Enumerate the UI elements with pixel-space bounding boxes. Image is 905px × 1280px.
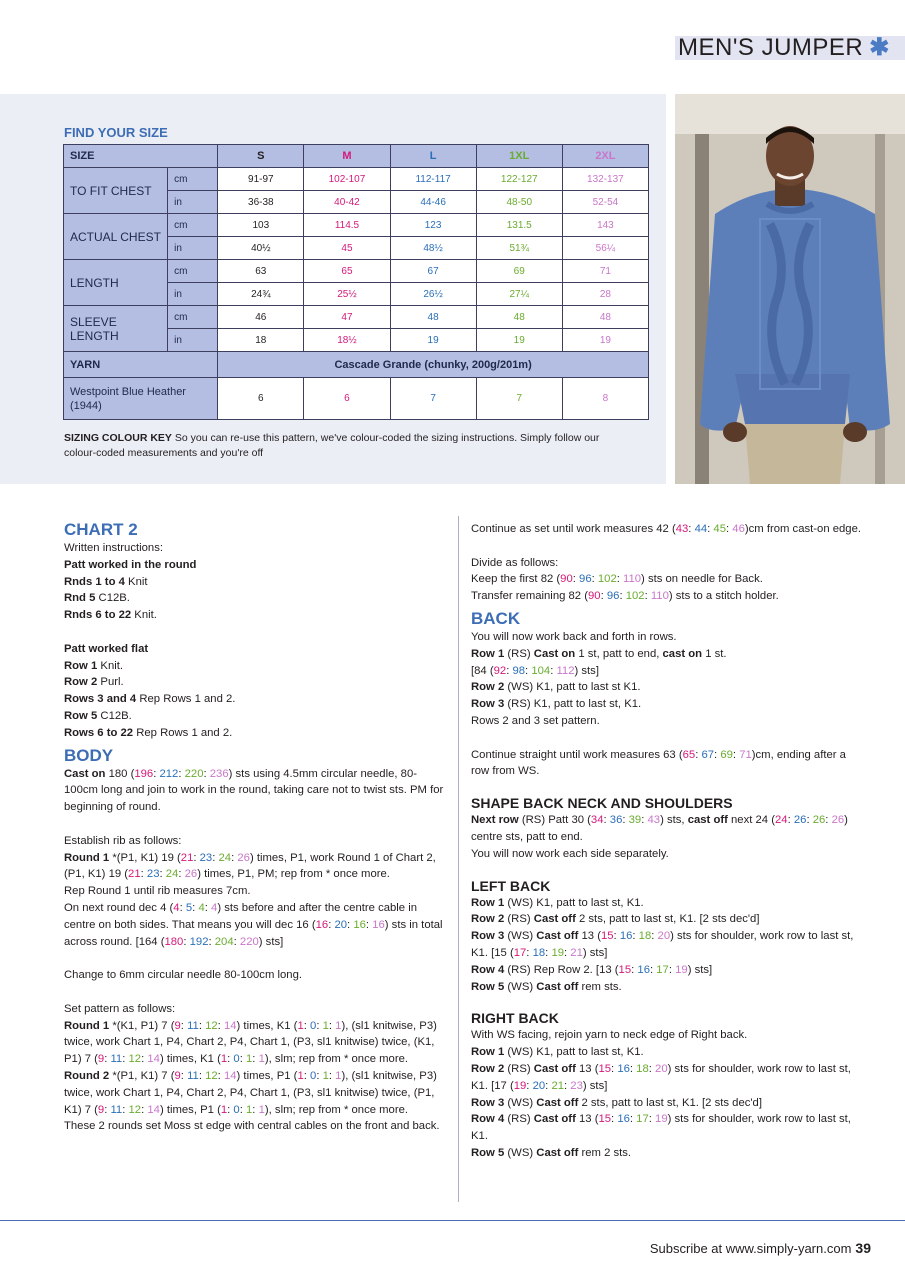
yarn-colour-label: Westpoint Blue Heather (1944)	[64, 378, 218, 420]
right-back-title: RIGHT BACK	[471, 1010, 559, 1027]
yarn-header: YARN	[64, 352, 218, 378]
size-l-header: L	[390, 145, 476, 168]
keep-line: Keep the first 82 (90: 96: 102: 110) sts on needle for Back.	[471, 573, 763, 586]
lb-row4: Row 4 (RS) Rep Row 2. [13 (15: 16: 17: 19) sts]	[471, 963, 713, 976]
table-cell: 6	[304, 378, 390, 420]
table-cell: 25½	[304, 283, 390, 306]
table-cell: 6	[218, 378, 304, 420]
back-intro: You will now work back and forth in rows.	[471, 630, 677, 643]
rb-row2: Row 2 (RS) Cast off 13 (15: 16: 18: 20) sts for shoulder, work row to last st, K1. [17 (19: 20: 21: 23) sts]	[471, 1062, 851, 1092]
list-item: Row 1 Knit.	[64, 659, 124, 672]
list-item: Rnds 1 to 4 Knit	[64, 575, 148, 588]
rb-row5: Row 5 (WS) Cast off rem 2 sts.	[471, 1146, 632, 1159]
table-row	[64, 145, 649, 168]
table-cell: 48½	[390, 237, 476, 260]
table-row	[64, 168, 649, 191]
table-cell: 36-38	[218, 191, 304, 214]
table-cell: 26½	[390, 283, 476, 306]
cast-on-para: Cast on 180 (196: 212: 220: 236) sts using 4.5mm circular needle, 80-100cm long and join to work in the round, taking care not to twist sts. PM for beginning of round.	[64, 767, 444, 814]
table-cell: 24¾	[218, 283, 304, 306]
table-cell: 40-42	[304, 191, 390, 214]
table-cell: 71	[562, 260, 648, 283]
table-row	[64, 214, 649, 237]
table-cell: 19	[390, 329, 476, 352]
sizing-colour-key	[64, 431, 624, 461]
size-2xl-header: 2XL	[562, 145, 648, 168]
row-label: SLEEVE LENGTH	[64, 306, 168, 352]
unit-cm: cm	[168, 306, 218, 329]
table-row	[64, 378, 649, 420]
row-label: ACTUAL CHEST	[64, 214, 168, 260]
table-cell: 8	[562, 378, 648, 420]
table-cell: 27¼	[476, 283, 562, 306]
row-label: LENGTH	[64, 260, 168, 306]
table-row	[64, 352, 649, 378]
table-cell: 131.5	[476, 214, 562, 237]
back-title: BACK	[471, 608, 521, 628]
right-column	[471, 521, 861, 1162]
table-cell: 19	[476, 329, 562, 352]
back-row1: Row 1 (RS) Cast on 1 st, patt to end, cast on 1 st.	[471, 647, 727, 660]
chart2-title: CHART 2	[64, 520, 138, 539]
table-cell: 69	[476, 260, 562, 283]
chart2-intro: Written instructions:	[64, 542, 163, 554]
table-cell: 40½	[218, 237, 304, 260]
table-cell: 28	[562, 283, 648, 306]
dec-para: On next round dec 4 (4: 5: 4: 4) sts before and after the centre cable in centre on both sides. That means you will dec 16 (16: 20: 16: 16) sts in total across round. [164 (180: 192: 204: 220) sts]	[64, 901, 443, 948]
unit-cm: cm	[168, 168, 218, 191]
table-cell: 7	[390, 378, 476, 420]
row-label: TO FIT CHEST	[64, 168, 168, 214]
pattern-round2: Round 2 *(P1, K1) 7 (9: 11: 12: 14) times, P1 (1: 0: 1: 1), (sl1 knitwise, P3) twice, work Chart 1, P4, Chart 2, P4, Chart 1, (P3, sl1 knitwise) twice, (P1, K1) 7 (9: 11: 12: 14) times, P1 (1: 0: 1: 1), slm; rep from * once more.	[64, 1069, 437, 1116]
neck-sep: You will now work each side separately.	[471, 847, 669, 860]
unit-in: in	[168, 191, 218, 214]
list-item: Row 2 Purl.	[64, 676, 124, 689]
size-header: SIZE	[64, 145, 218, 168]
back-row2: Row 2 (WS) K1, patt to last st K1.	[471, 681, 641, 694]
lb-row2: Row 2 (RS) Cast off 2 sts, patt to last st, K1. [2 sts dec'd]	[471, 913, 760, 926]
table-cell: 52-54	[562, 191, 648, 214]
table-cell: 112-117	[390, 168, 476, 191]
table-cell: 122-127	[476, 168, 562, 191]
set-intro: Set pattern as follows:	[64, 1002, 176, 1015]
closing-para: These 2 rounds set Moss st edge with central cables on the front and back.	[64, 1120, 440, 1133]
model-photo-illustration	[675, 94, 905, 484]
lb-row3: Row 3 (WS) Cast off 13 (15: 16: 18: 20) sts for shoulder, work row to last st, K1. [15 (17: 18: 19: 21) sts]	[471, 930, 854, 959]
unit-in: in	[168, 329, 218, 352]
table-cell: 63	[218, 260, 304, 283]
back-straight: Continue straight until work measures 63 (65: 67: 69: 71)cm, ending after a row from WS.	[471, 748, 846, 778]
table-cell: 65	[304, 260, 390, 283]
table-cell: 48	[390, 306, 476, 329]
left-back-title: LEFT BACK	[471, 877, 551, 894]
table-cell: 7	[476, 378, 562, 420]
table-cell: 45	[304, 237, 390, 260]
continue-para: Continue as set until work measures 42 (43: 44: 45: 46)cm from cast-on edge.	[471, 523, 862, 535]
neck-next-row: Next row (RS) Patt 30 (34: 36: 39: 43) sts, cast off next 24 (24: 26: 26: 26) centre sts, patt to end.	[471, 814, 848, 843]
size-s-header: S	[218, 145, 304, 168]
rep-round: Rep Round 1 until rib measures 7cm.	[64, 885, 251, 898]
key-text: So you can re-use this pattern, we've colour-coded the sizing instructions. Simply follow our colour-coded measurements and you're off	[64, 432, 600, 459]
rb-row3: Row 3 (WS) Cast off 2 sts, patt to last st, K1. [2 sts dec'd]	[471, 1096, 762, 1109]
table-cell: 48-50	[476, 191, 562, 214]
find-your-size-title: FIND YOUR SIZE	[64, 125, 168, 140]
footer	[650, 1240, 871, 1256]
back-row1-count: [84 (92: 98: 104: 112) sts]	[471, 664, 599, 677]
table-cell: 102-107	[304, 168, 390, 191]
rb-row1: Row 1 (WS) K1, patt to last st, K1.	[471, 1046, 644, 1059]
table-cell: 44-46	[390, 191, 476, 214]
table-cell: 48	[562, 306, 648, 329]
table-cell: 114.5	[304, 214, 390, 237]
list-item: Rows 3 and 4 Rep Rows 1 and 2.	[64, 693, 236, 706]
size-table	[63, 144, 649, 420]
table-cell: 19	[562, 329, 648, 352]
table-cell: 56¼	[562, 237, 648, 260]
key-title: SIZING COLOUR KEY	[64, 432, 172, 444]
list-item: Rows 6 to 22 Rep Rows 1 and 2.	[64, 726, 233, 739]
neck-title: SHAPE BACK NECK AND SHOULDERS	[471, 795, 733, 812]
divide-intro: Divide as follows:	[471, 556, 559, 569]
table-row	[64, 260, 649, 283]
page-number: 39	[855, 1240, 871, 1256]
table-cell: 67	[390, 260, 476, 283]
table-row	[64, 306, 649, 329]
unit-in: in	[168, 237, 218, 260]
footer-rule	[0, 1220, 905, 1221]
size-1xl-header: 1XL	[476, 145, 562, 168]
round1-para: Round 1 *(P1, K1) 19 (21: 23: 24: 26) times, P1, work Round 1 of Chart 2, (P1, K1) 19 (21: 23: 24: 26) times, P1, PM; rep from * once more.	[64, 851, 436, 881]
footer-link[interactable]: Subscribe at www.simply-yarn.com	[649, 1241, 852, 1256]
pattern-round1: Round 1 *(K1, P1) 7 (9: 11: 12: 14) times, K1 (1: 0: 1: 1), (sl1 knitwise, P3) twice, work Chart 1, P4, Chart 2, P4, Chart 1, (P3, sl1 knitwise) twice, (K1, P1) 7 (9: 11: 12: 14) times, K1 (1: 0: 1: 1), slm; rep from * once more.	[64, 1019, 437, 1066]
flat-title: Patt worked flat	[64, 642, 149, 655]
lb-row1: Row 1 (WS) K1, patt to last st, K1.	[471, 896, 644, 909]
back-row3: Row 3 (RS) K1, patt to last st, K1.	[471, 698, 642, 711]
size-m-header: M	[304, 145, 390, 168]
yarn-name: Cascade Grande (chunky, 200g/201m)	[218, 352, 649, 378]
table-cell: 51¾	[476, 237, 562, 260]
model-photo	[675, 94, 905, 484]
table-cell: 18	[218, 329, 304, 352]
left-column	[64, 518, 446, 1135]
body-title: BODY	[64, 745, 114, 765]
unit-in: in	[168, 283, 218, 306]
table-cell: 46	[218, 306, 304, 329]
round-title: Patt worked in the round	[64, 558, 197, 571]
table-cell: 132-137	[562, 168, 648, 191]
table-cell: 103	[218, 214, 304, 237]
rb-row4: Row 4 (RS) Cast off 13 (15: 16: 17: 19) sts for shoulder, work row to last st, K1.	[471, 1113, 851, 1143]
table-cell: 143	[562, 214, 648, 237]
table-cell: 47	[304, 306, 390, 329]
asterisk-icon: ✱	[869, 34, 890, 61]
rib-intro: Establish rib as follows:	[64, 834, 182, 847]
list-item: Rnd 5 C12B.	[64, 592, 130, 605]
back-set: Rows 2 and 3 set pattern.	[471, 714, 600, 727]
unit-cm: cm	[168, 260, 218, 283]
column-divider	[458, 516, 459, 1202]
unit-cm: cm	[168, 214, 218, 237]
list-item: Rnds 6 to 22 Knit.	[64, 609, 157, 622]
table-cell: 91-97	[218, 168, 304, 191]
change-needle: Change to 6mm circular needle 80-100cm long.	[64, 969, 302, 982]
lb-row5: Row 5 (WS) Cast off rem sts.	[471, 980, 622, 993]
list-item: Row 5 C12B.	[64, 709, 132, 722]
table-cell: 18½	[304, 329, 390, 352]
rb-intro: With WS facing, rejoin yarn to neck edge of Right back.	[471, 1029, 748, 1042]
page-title: MEN'S JUMPER ✱	[675, 36, 905, 60]
table-cell: 123	[390, 214, 476, 237]
transfer-line: Transfer remaining 82 (90: 96: 102: 110) sts to a stitch holder.	[471, 590, 779, 603]
table-cell: 48	[476, 306, 562, 329]
